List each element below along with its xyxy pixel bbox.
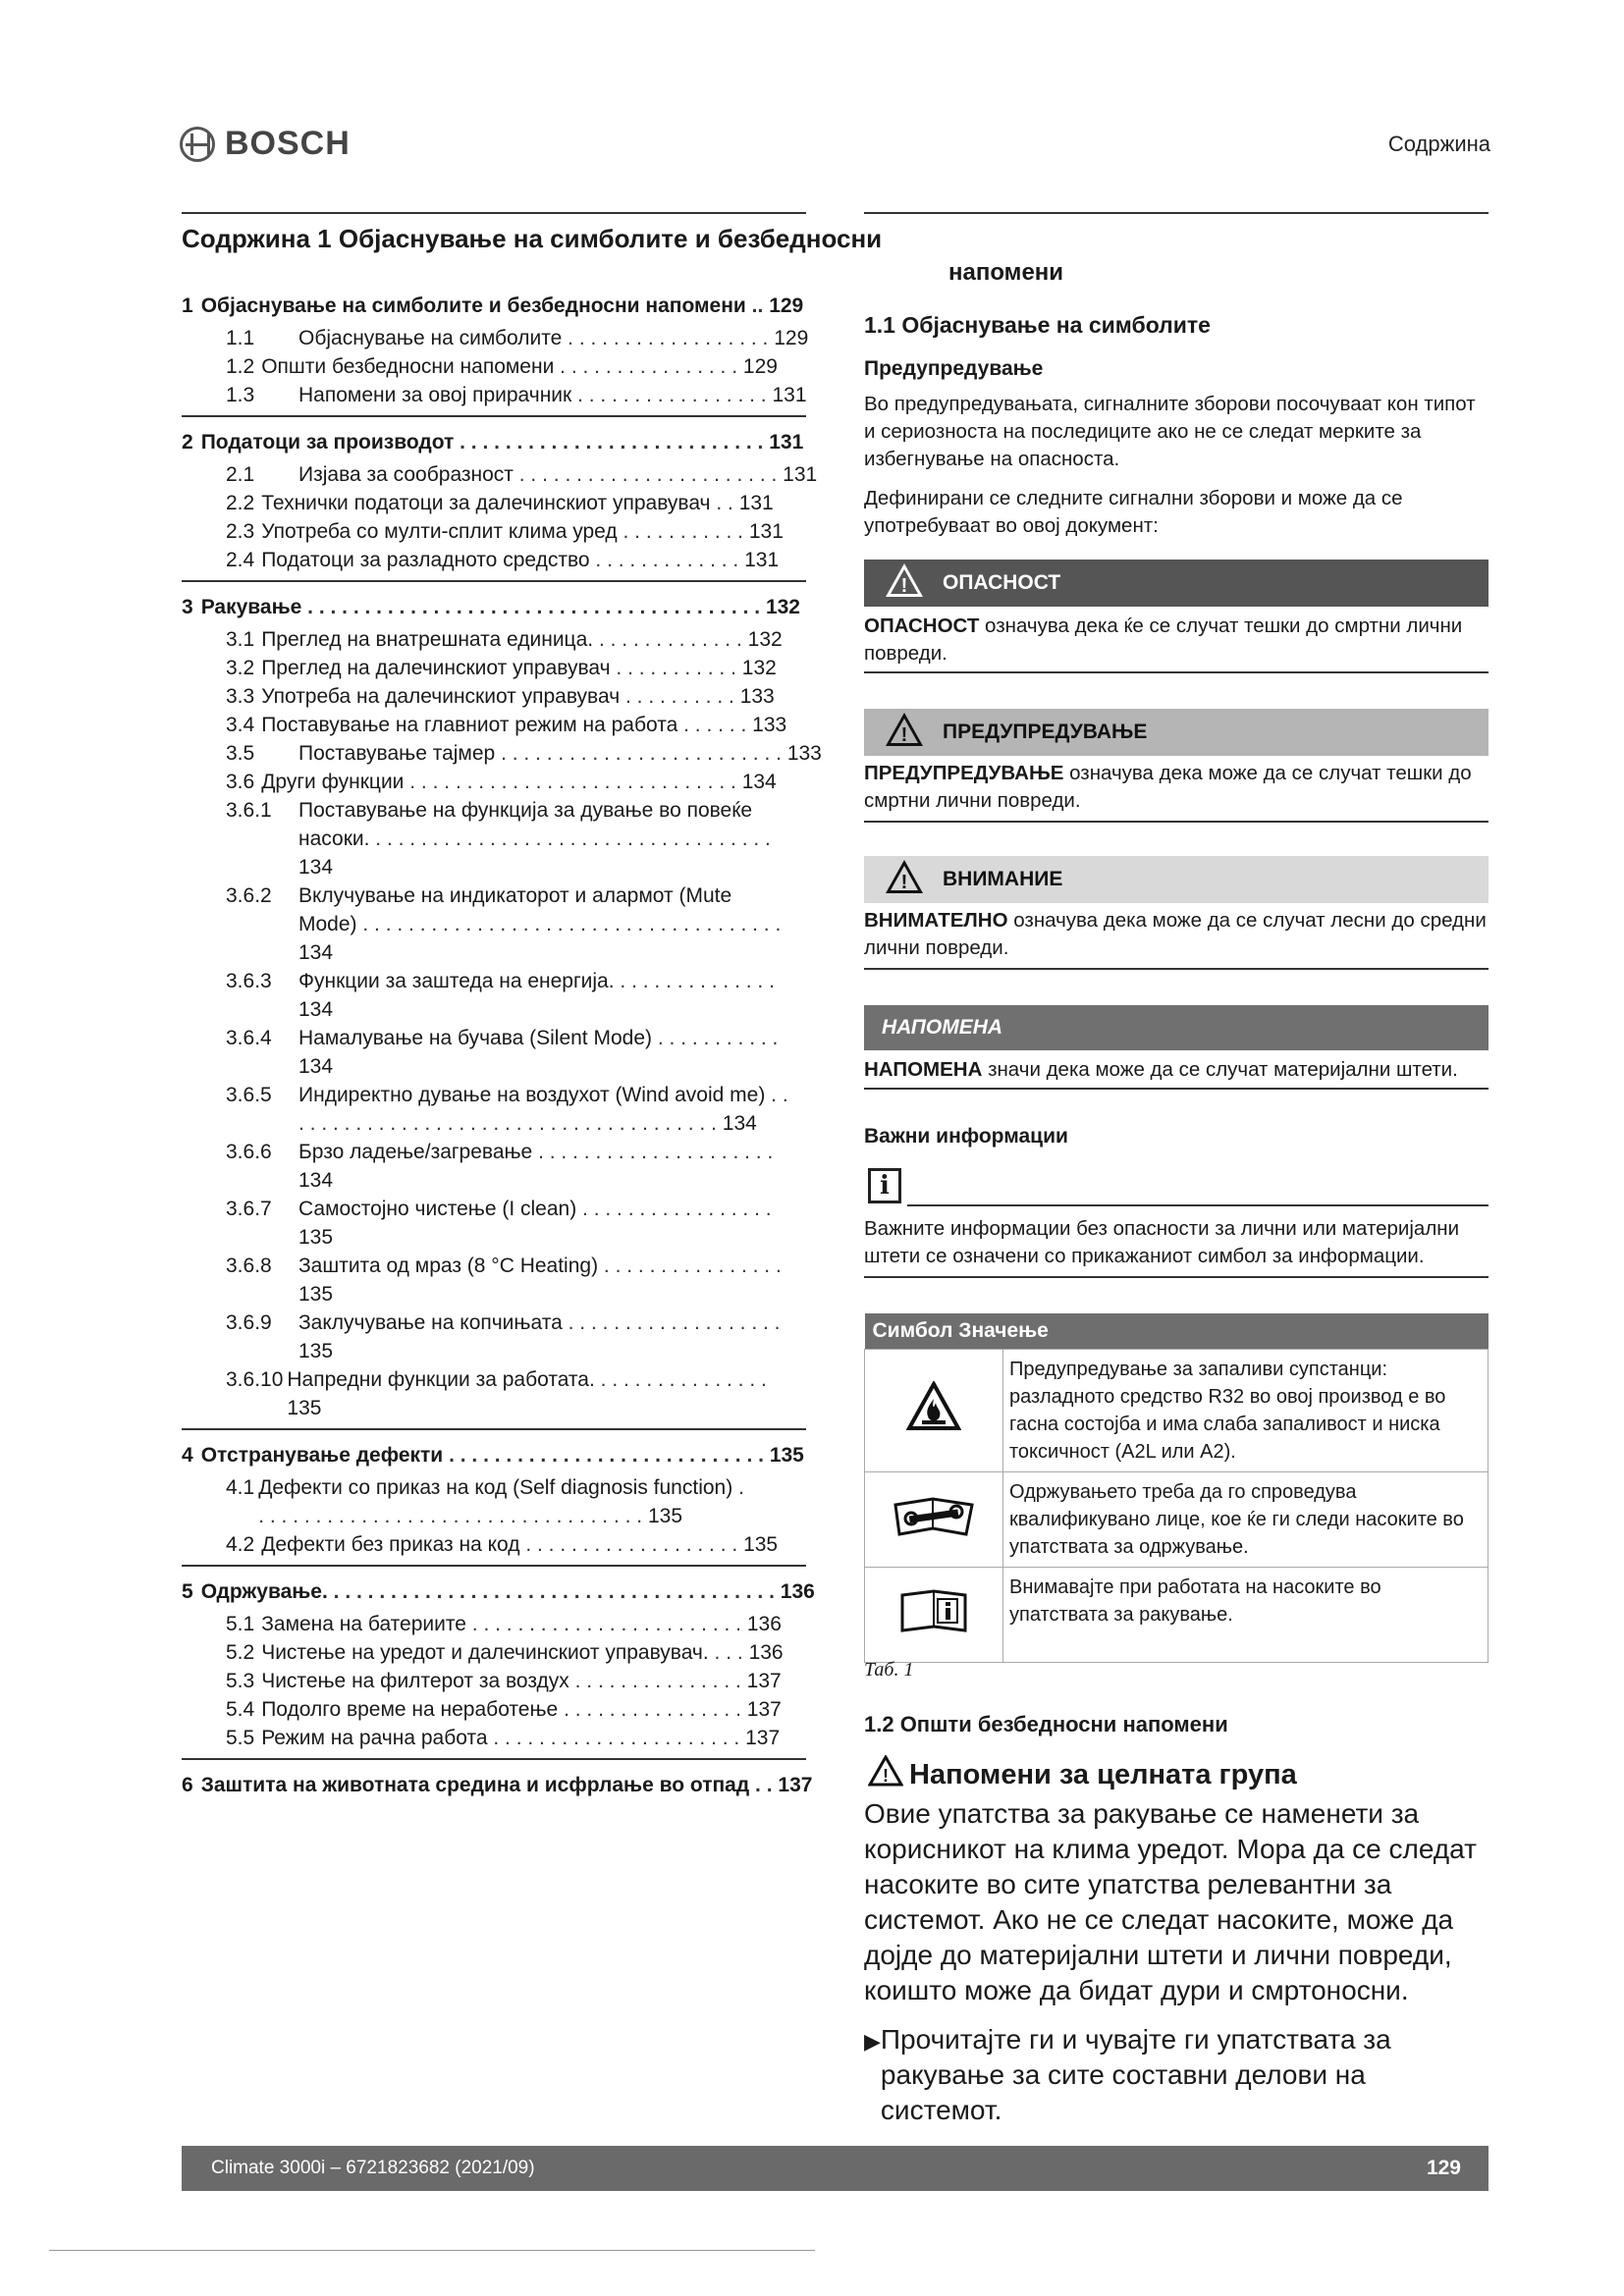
toc-label: Дефекти без приказ на код: [261, 1533, 520, 1556]
toc-entry[interactable]: [182, 1252, 806, 1308]
toc-leader: . . . . . . . . . . . . . . . . . . . . . . . . . . . . . . . . . . . . .: [362, 913, 782, 935]
info-rule: [907, 1204, 1489, 1206]
symbol-table-header: Симбол Значење: [865, 1313, 1489, 1350]
toc-number: 3: [182, 596, 193, 618]
bullet-arrow-icon: ▶: [864, 2029, 881, 2054]
warning-triangle-icon: [884, 711, 925, 754]
toc-number: 2: [182, 431, 193, 454]
toc-number: 3.6.7: [226, 1198, 272, 1220]
toc-text: [261, 520, 784, 543]
toc-entry[interactable]: [182, 1695, 806, 1724]
important-subheading: Важни информации: [864, 1125, 1068, 1148]
caution-label: ВНИМАНИЕ: [943, 868, 1063, 890]
toc-text: [261, 685, 775, 708]
toc-divider: [182, 415, 806, 417]
toc-text: [261, 657, 777, 679]
toc-text: [298, 967, 789, 1024]
toc-leader: . .: [716, 492, 733, 514]
toc-label: Вклучување на индикаторот и алармот (Mute Mode): [298, 884, 732, 935]
page-footer: [182, 2146, 1489, 2191]
toc-number: 4: [182, 1444, 193, 1467]
toc-entry[interactable]: [182, 1638, 806, 1667]
toc-entry[interactable]: [182, 586, 806, 625]
toc-page: 131: [772, 384, 807, 406]
toc-label: Заклучување на копчињата: [298, 1311, 563, 1334]
table-row: [865, 1350, 1489, 1472]
danger-label: ОПАСНОСТ: [943, 571, 1061, 594]
toc-label: Општи безбедносни напомени: [261, 355, 555, 378]
toc-label: Напредни функции за работата.: [287, 1368, 595, 1391]
toc-label: Податоци за разладното средство: [261, 549, 590, 571]
toc-page: 136: [780, 1580, 815, 1603]
toc-label: Заштита на животната средина и исфрлање во отпад: [200, 1774, 750, 1796]
toc-leader: . . . . . . . . . . . . . . . . . . .: [525, 1533, 738, 1556]
toc-label: Поставување тајмер: [298, 742, 496, 765]
toc-number: 3.1: [226, 628, 255, 651]
toc-entry[interactable]: [182, 967, 806, 1024]
danger-text: означува дека ќе се случат тешки до смртни лични повреди.: [864, 614, 1463, 665]
toc-label: Режим на рачна работа: [261, 1727, 488, 1749]
toc-entry[interactable]: [182, 489, 806, 517]
toc-page: 137: [746, 1670, 782, 1692]
toc-divider: [182, 1428, 806, 1430]
section-title: Содржина: [1387, 132, 1490, 156]
toc-page: 135: [298, 1340, 334, 1362]
toc-page: 135: [287, 1397, 322, 1419]
toc-page: 134: [722, 1112, 757, 1135]
toc-leader: . . .: [714, 1641, 743, 1664]
toc-page: 131: [744, 549, 780, 571]
target-group-title: Напомени за целната група: [909, 1758, 1297, 1790]
toc-divider: [182, 580, 806, 582]
toc-entry[interactable]: [182, 881, 806, 967]
brand-name: BOSCH: [225, 125, 351, 162]
caution-bar: [864, 856, 1489, 903]
toc-label: Замена на батериите: [261, 1613, 466, 1635]
toc-leader: . . . . . . . . . . . . . . . . . . . . . . . . . . . . . . . . . . . . . . .: [333, 1580, 775, 1603]
toc-leader: . . . . . . . . . . . . . . . . . . . . . . . . . . . . . . . . . . .: [258, 1476, 744, 1527]
toc-number: 3.6.4: [226, 1027, 272, 1049]
toc-page: 129: [769, 294, 804, 317]
toc-label: Напомени за овој прирачник: [298, 384, 572, 406]
toc-number: 3.2: [226, 657, 255, 679]
toc-number: 3.6.3: [226, 970, 272, 992]
toc-entry[interactable]: [182, 1024, 806, 1081]
toc-page: 135: [647, 1505, 683, 1527]
table-of-contents: [182, 285, 822, 1803]
warning-triangle-icon: [884, 858, 925, 901]
read-manual-icon: [865, 1568, 1003, 1663]
section-heading-1-1: 1.1 Објаснување на симболите: [864, 312, 1211, 338]
toc-page: 136: [748, 1641, 784, 1664]
warnings-paragraph-2: Дефинирани се следните сигнални зборови и може да се употребуваат во овој документ:: [864, 487, 1403, 537]
toc-page: 131: [748, 520, 784, 543]
warnings-paragraph-1: Во предупредувањата, сигналните зборови посочуваат кон типот и сериозноста на последиците ако не се следат мерките за избегнување на опасноста.: [864, 393, 1476, 470]
toc-label: Технички податоци за далечинскиот управувач: [261, 492, 711, 514]
toc-label: Отстранување дефекти: [200, 1444, 444, 1467]
toc-number: 2.2: [226, 492, 255, 514]
toc-leader: . . . . . . . . . . . . . . . . . .: [568, 327, 769, 349]
toc-entry[interactable]: [182, 421, 806, 460]
bosch-logo-icon: [180, 127, 215, 162]
toc-text: [201, 1580, 815, 1603]
toc-text: [261, 549, 779, 571]
toc-leader: . . . . . . . . . . . . . .: [620, 970, 775, 992]
toc-number: 5: [182, 1580, 193, 1603]
toc-label: Поставување на главниот режим на работа: [261, 714, 678, 736]
toc-entry[interactable]: [182, 517, 806, 546]
toc-text: [298, 881, 789, 967]
toc-page: 134: [298, 1055, 334, 1078]
toc-page: 135: [769, 1444, 804, 1467]
danger-bar: [864, 560, 1489, 607]
symbol-meaning: Предупредување за запаливи супстанци: разладното средство R32 во овој производ е во гасна состојба и има слаба запаливост и ниска токсичност (A2L или A2).: [1003, 1350, 1489, 1472]
toc-label: Преглед на внатрешната единица.: [261, 628, 594, 651]
toc-leader: . . . . . . . . . . . . . . . . . . . . . . . . .: [501, 742, 782, 765]
toc-text: [201, 431, 804, 454]
bullet-item: [864, 2022, 1489, 2128]
symbol-meaning: Одржувањето треба да го спроведува квалификувано лице, кое ќе ги следи насоките во упатствата за одржување.: [1003, 1472, 1489, 1568]
table-row: [865, 1472, 1489, 1568]
toc-number: 3.4: [226, 714, 255, 736]
caution-bold: ВНИМАТЕЛНО: [864, 909, 1008, 932]
toc-leader: . . . . . . . . . . . . . . . . .: [577, 384, 767, 406]
caution-description: [864, 907, 1489, 962]
continued-heading: напомени: [948, 259, 1064, 286]
toc-number: 5.2: [226, 1641, 255, 1664]
notice-bold: НАПОМЕНА: [864, 1058, 983, 1081]
notice-label: НАПОМЕНА: [882, 1016, 1003, 1039]
toc-number: 2.1: [226, 463, 255, 486]
toc-number: 3.6.10: [226, 1368, 284, 1391]
toc-label: Објаснување на симболите: [298, 327, 563, 349]
warning-label: ПРЕДУПРЕДУВАЊЕ: [943, 721, 1148, 743]
toc-leader: . . . . . . . . . . . . .: [598, 628, 742, 651]
warning-triangle-icon: [868, 1755, 903, 1794]
toc-text: [261, 1670, 782, 1692]
toc-entry[interactable]: [182, 1764, 813, 1803]
toc-entry[interactable]: [182, 381, 806, 409]
toc-text: [201, 596, 800, 618]
toc-leader: . . . . . . . . . . . . . . . . . . . . .: [538, 1141, 774, 1163]
notice-bar: [864, 1005, 1489, 1050]
toc-label: Чистење на уредот и далечинскиот управувач.: [261, 1641, 709, 1664]
toc-text: [298, 1252, 789, 1308]
toc-number: 3.5: [226, 742, 255, 765]
toc-leader: . . . . . . . . . . . . . . . . . . . . . . . . . . . . . . . . . . .: [375, 828, 771, 850]
toc-text: [261, 714, 786, 736]
toc-text: [298, 1308, 789, 1365]
toc-top-rule: [182, 212, 806, 214]
toc-leader: . . . . . . . . . . .: [657, 1027, 779, 1049]
toc-text: [287, 1365, 778, 1422]
footer-text: Climate 3000i – 6721823682 (2021/09): [211, 2158, 535, 2178]
warning-rule: [864, 821, 1489, 823]
toc-leader: ..: [751, 294, 764, 317]
danger-description: [864, 613, 1489, 667]
toc-leader: . . . . . . . . . . . . . . . . . . . . . . . .: [471, 1613, 742, 1635]
toc-text: [201, 1774, 813, 1796]
toc-entry[interactable]: [182, 1138, 806, 1195]
toc-label: Брзо ладење/загревање: [298, 1141, 533, 1163]
toc-leader: . . . . . . . . . . . . . . . . . . . . . . . . . . . . .: [409, 771, 736, 793]
toc-leader: . . . . . . . . . . . . . . . . . . . . . . . . . . . .: [449, 1444, 764, 1467]
toc-page: 134: [298, 998, 334, 1021]
toc-page: 132: [741, 657, 777, 679]
toc-label: Поставување на функција за дување во повеќе насоки.: [298, 799, 753, 850]
toc-entry[interactable]: [182, 625, 806, 654]
toc-entry[interactable]: [182, 1308, 806, 1365]
toc-page: 131: [783, 463, 818, 486]
toc-page: 133: [739, 685, 775, 708]
toc-text: [298, 742, 822, 765]
toc-leader: . . . . . . . . . . . . . . . . . . . . . .: [493, 1727, 740, 1749]
toc-leader: . . . . . . . . . . . . . . . . .: [582, 1198, 772, 1220]
toc-text: [261, 1613, 782, 1635]
toc-text: [261, 1727, 780, 1749]
target-group-text: Овие упатства за ракување се наменети за корисникот на клима уредот. Мора да се следат насоките во сите упатства релевантни за системот. Ако не се следат насоките, може да дојде до материјални штети и лични повреди, коишто може да бидат дури и смртоносни.: [864, 1798, 1477, 2005]
toc-page: 135: [743, 1533, 779, 1556]
toc-entry[interactable]: [182, 1610, 806, 1638]
toc-page: 137: [745, 1727, 781, 1749]
toc-entry[interactable]: [182, 1365, 806, 1422]
svg-text:!: !: [900, 575, 908, 597]
toc-number: 2.3: [226, 520, 255, 543]
toc-page: 134: [298, 1169, 334, 1192]
toc-number: 3.6.2: [226, 884, 272, 907]
svg-text:!: !: [900, 872, 908, 893]
toc-number: 5.5: [226, 1727, 255, 1749]
toc-label: Преглед на далечинскиот управувач: [261, 657, 611, 679]
toc-entry[interactable]: [182, 1724, 806, 1752]
toc-label: Индиректно дување на воздухот (Wind avoid me): [298, 1084, 766, 1106]
toc-number: 3.6.9: [226, 1311, 272, 1334]
toc-leader: . . . . . . . . . . . . .: [595, 549, 739, 571]
toc-leader: . . . . . . . . . . . . . . .: [600, 1368, 767, 1391]
toc-entry[interactable]: [182, 796, 806, 881]
toc-entry[interactable]: [182, 1434, 806, 1473]
toc-page: 134: [298, 941, 334, 964]
toc-leader: . . . . . . . . . . .: [623, 520, 744, 543]
toc-leader: . . . . . . . . . . . . . . . . . . .: [568, 1311, 781, 1334]
toc-text: [298, 1195, 789, 1252]
toc-page: 137: [746, 1698, 782, 1721]
toc-entry[interactable]: [182, 768, 806, 796]
toc-page: 132: [765, 596, 800, 618]
toc-page: 133: [786, 742, 822, 765]
scan-edge-line: [49, 2250, 815, 2251]
warning-description: [864, 760, 1489, 815]
toc-entry[interactable]: [182, 711, 806, 739]
table-row: [865, 1568, 1489, 1663]
toc-leader: . . . . . .: [683, 714, 747, 736]
toc-page: 135: [298, 1283, 334, 1306]
toc-entry[interactable]: [182, 682, 806, 711]
symbol-table-wrapper: [864, 1313, 1489, 1663]
toc-entry[interactable]: [182, 1473, 806, 1530]
warning-bold: ПРЕДУПРЕДУВАЊЕ: [864, 762, 1064, 784]
toc-label: Функции за заштеда на енергија.: [298, 970, 615, 992]
toc-number: 4.1: [226, 1476, 255, 1499]
toc-entry[interactable]: [182, 285, 806, 324]
caution-rule: [864, 968, 1489, 970]
toc-entry[interactable]: [182, 546, 806, 574]
toc-label: Употреба со мулти-сплит клима уред: [261, 520, 618, 543]
toc-page: 132: [747, 628, 783, 651]
toc-label: Ракување: [200, 596, 302, 618]
toc-entry[interactable]: [182, 739, 822, 768]
toc-page: 129: [774, 327, 809, 349]
toc-number: 1.2: [226, 355, 255, 378]
toc-page: 131: [769, 431, 804, 454]
toc-leader: . . . . . . . . . . . . . . . . . . . . . . . . . . . . . . . . . . . . . . .: [298, 1084, 788, 1135]
toc-number: 3.6.8: [226, 1255, 272, 1277]
toc-text: [261, 355, 778, 378]
toc-number: 3.6.1: [226, 799, 272, 822]
toc-label: Дефекти со приказ на код (Self diagnosis function): [258, 1476, 733, 1499]
toc-text: [298, 1138, 789, 1195]
toc-number: 5.1: [226, 1613, 255, 1635]
toc-page: 134: [298, 856, 334, 879]
toc-text: [201, 294, 804, 317]
toc-number: 1.1: [226, 327, 255, 349]
toc-leader: . . . . . . . . . . . . . . . . . . . . . . .: [518, 463, 778, 486]
toc-page: 133: [752, 714, 787, 736]
toc-entry[interactable]: [182, 324, 809, 352]
target-group-heading: [868, 1755, 1297, 1794]
caution-text: означува дека може да се случат лесни до средни лични повреди.: [864, 909, 1487, 959]
toc-entry[interactable]: [182, 1530, 806, 1559]
toc-number: 3.6.5: [226, 1084, 272, 1106]
toc-text: [261, 1698, 782, 1721]
toc-page: 137: [778, 1774, 813, 1796]
toc-text: [201, 1444, 804, 1467]
toc-text: [298, 796, 789, 881]
toc-leader: . .: [755, 1774, 773, 1796]
toc-leader: . . . . . . . . . . . . . . . .: [560, 355, 738, 378]
toc-entry[interactable]: [182, 1571, 815, 1610]
notice-rule: [864, 1088, 1489, 1090]
symbol-meaning: Внимавајте при работата на насоките во упатствата за ракување.: [1003, 1568, 1489, 1663]
toc-number: 3.6.6: [226, 1141, 272, 1163]
section-heading-1-2: 1.2 Општи безбедносни напомени: [864, 1712, 1228, 1736]
service-manual-icon: [865, 1472, 1003, 1568]
important-rule: [864, 1276, 1489, 1278]
toc-text: [261, 1641, 783, 1664]
toc-page: 135: [298, 1226, 334, 1249]
warning-text: означува дека може да се случат тешки до смртни лични повреди.: [864, 762, 1472, 812]
table-caption: Таб. 1: [864, 1659, 914, 1681]
toc-leader: . . . . . . . . . . . . . . . .: [603, 1255, 782, 1277]
toc-label: Подолго време на неработење: [261, 1698, 559, 1721]
important-text: Важните информации без опасности за лични или материјални штети се означени со прикажаниот симбол за информации.: [864, 1217, 1460, 1267]
toc-entry[interactable]: [182, 352, 806, 381]
toc-title: Содржина 1 Објаснување на симболите и безбедносни: [182, 224, 883, 253]
toc-divider: [182, 1758, 806, 1760]
toc-number: 5.3: [226, 1670, 255, 1692]
toc-number: 3.6: [226, 771, 255, 793]
notice-text: значи дека може да се случат материјални штети.: [982, 1058, 1458, 1081]
toc-entry[interactable]: [182, 460, 818, 489]
toc-label: Одржување.: [200, 1580, 328, 1603]
toc-label: Чистење на филтерот за воздух: [261, 1670, 569, 1692]
toc-leader: . . . . . . . . . . . . . . . . . . . . . . . . . . . . . . . . . . . . . . . .: [307, 596, 761, 618]
warnings-subheading: Предупредување: [864, 357, 1044, 380]
toc-leader: . . . . . . . . . . . . . . . . . . . . . . . . . . .: [460, 431, 764, 454]
toc-number: 6: [182, 1774, 193, 1796]
toc-label: Самостојно чистење (I clean): [298, 1198, 577, 1220]
toc-text: [298, 1081, 789, 1138]
toc-label: Употреба на далечинскиот управувач: [261, 685, 621, 708]
toc-label: Намалување на бучава (Silent Mode): [298, 1027, 653, 1049]
toc-text: [261, 492, 774, 514]
toc-number: 1: [182, 294, 193, 317]
toc-number: 4.2: [226, 1533, 255, 1556]
toc-label: Објаснување на симболите и безбедносни напомени: [200, 294, 746, 317]
toc-text: [298, 1024, 789, 1081]
toc-label: Податоци за производот: [200, 431, 455, 454]
toc-number: 2.4: [226, 549, 255, 571]
toc-text: [298, 463, 817, 486]
toc-label: Заштита од мраз (8 °C Heating): [298, 1255, 599, 1277]
toc-leader: . . . . . . . . . . . . . . . .: [564, 1698, 741, 1721]
toc-text: [258, 1473, 749, 1530]
page-number: 129: [1426, 2157, 1461, 2179]
right-top-rule: [864, 212, 1489, 214]
svg-text:!: !: [900, 724, 908, 746]
toc-entry[interactable]: [182, 654, 806, 682]
toc-label: Други функции: [261, 771, 405, 793]
toc-text: [298, 384, 807, 406]
svg-text:!: !: [883, 1766, 889, 1786]
toc-number: 3.3: [226, 685, 255, 708]
toc-text: [261, 1533, 778, 1556]
toc-text: [261, 628, 783, 651]
toc-number: 1.3: [226, 384, 255, 406]
toc-text: [298, 327, 808, 349]
toc-text: [261, 771, 777, 793]
toc-page: 129: [742, 355, 778, 378]
toc-divider: [182, 1565, 806, 1567]
toc-leader: . . . . . . . . . . . . . . .: [574, 1670, 741, 1692]
symbol-table: [864, 1313, 1489, 1663]
info-icon: i: [868, 1168, 901, 1203]
toc-entry[interactable]: [182, 1667, 806, 1695]
toc-leader: . . . . . . . . . .: [624, 685, 734, 708]
toc-page: 134: [741, 771, 777, 793]
brand-logo: [180, 125, 351, 163]
flammable-icon: [865, 1350, 1003, 1472]
toc-label: Изјава за сообразност: [298, 463, 514, 486]
toc-leader: . . . . . . . . . . .: [616, 657, 736, 679]
bullet-text: Прочитајте ги и чувајте ги упатствата за ракување за сите составни делови на системот.: [880, 2024, 1391, 2125]
notice-description: [864, 1056, 1489, 1084]
toc-page: 131: [738, 492, 774, 514]
toc-entry[interactable]: [182, 1195, 806, 1252]
toc-page: 136: [746, 1613, 782, 1635]
danger-bold: ОПАСНОСТ: [864, 614, 980, 637]
warning-bar: [864, 709, 1489, 756]
toc-number: 5.4: [226, 1698, 255, 1721]
danger-rule: [864, 671, 1489, 673]
toc-entry[interactable]: [182, 1081, 806, 1138]
warning-triangle-icon: [884, 561, 925, 605]
